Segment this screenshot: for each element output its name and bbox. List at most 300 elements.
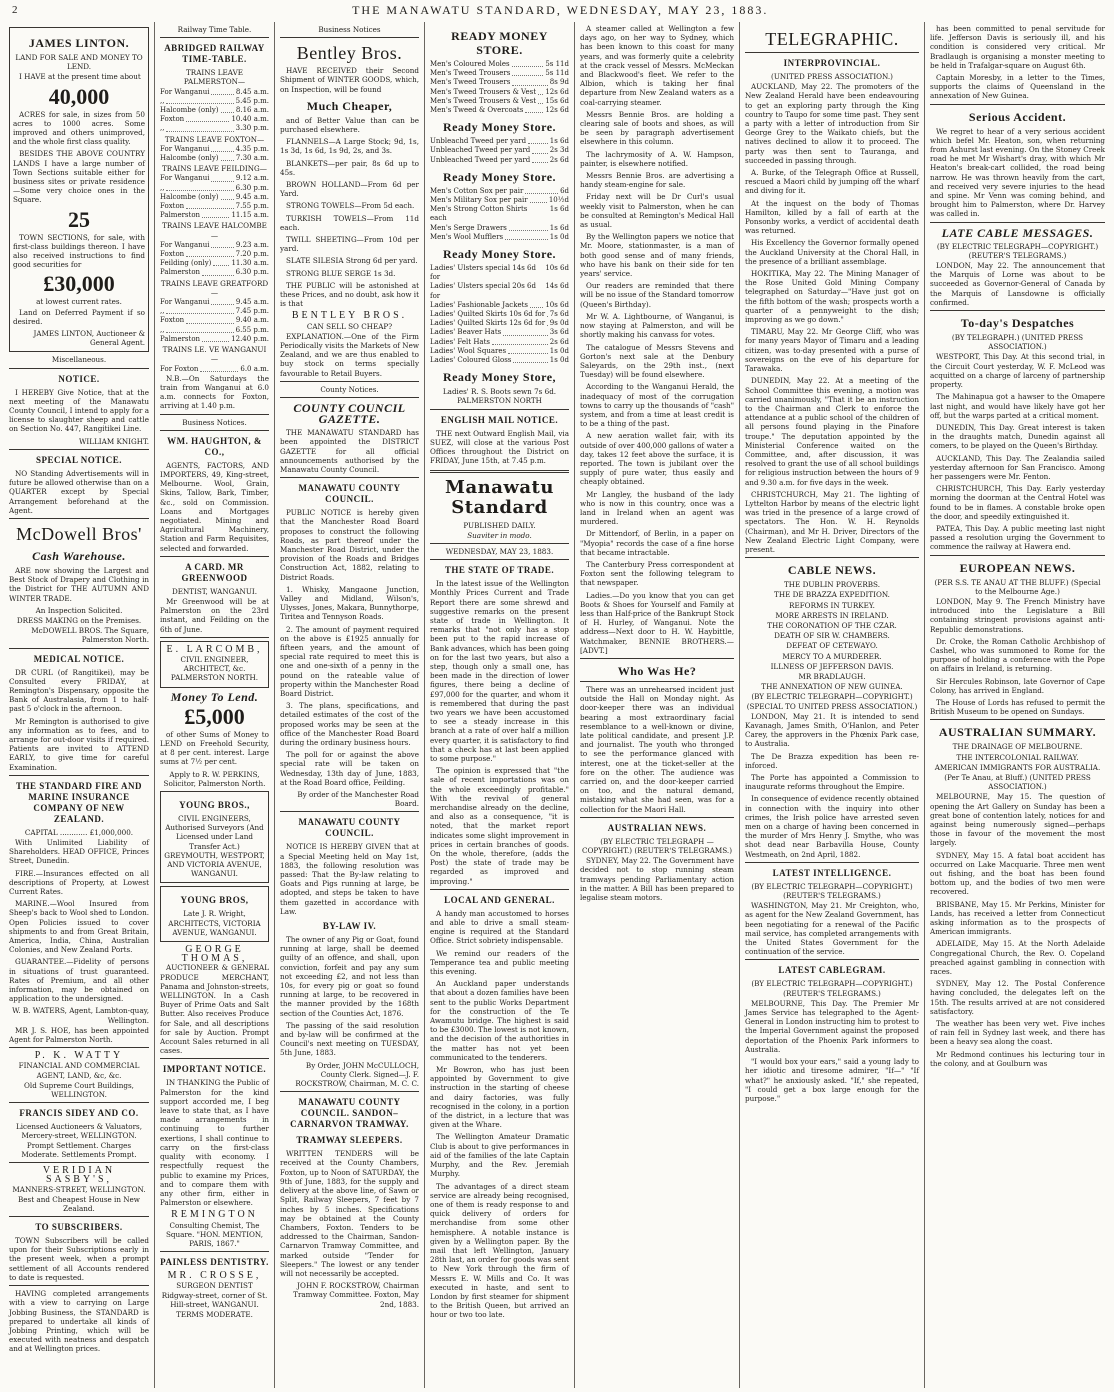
bentley-text: and of Better Value than can be purchased elsewhere. <box>280 115 419 135</box>
late-cable-subheading: (BY ELECTRIC TELEGRAPH—COPYRIGHT.) (REUTER'S TELEGRAMS.) <box>936 241 1099 260</box>
columns <box>4 22 1110 1388</box>
ready-money-list-1 <box>430 60 569 115</box>
telegraphic-text: CHRISTCHURCH, May 21. The lighting of Lyttelton Harbor by means of the electric light was tried in the presence of a large crowd of spectators. The Hon. W. H. Reynolds (Chairman), and Mr H. Driver, Directors of the New Zealand Electric Light Company, were present. <box>745 489 919 554</box>
painless-heading: PAINLESS DENTISTRY. <box>160 1257 269 1268</box>
medical-notice-text: DR CURL (of Rangitikei), may be Consulted every FRIDAY, at Remington's Dispensary, opposite the Bank of Australasia, from 1 to half-past 5 o'clock in the afternoon. <box>9 667 149 714</box>
remington-text: Consulting Chemist, The Square. "HON. MENTION, PARIS, 1867." <box>165 1220 264 1248</box>
local-text: An Auckland paper understands that about a dozen families have been sent to the public Works Department for the construction of the Te Awamutu bridge. The highest is said to be £3000. The lowest is not known, and the decision of the authorities in the matter has not yet been communicated to the tenderers. <box>430 979 569 1062</box>
railway-row-value: 6.55 p.m. <box>235 325 269 334</box>
price-row-label: Men's Serge Drawers <box>430 223 507 232</box>
notice-heading: NOTICE. <box>58 373 100 384</box>
railway-row-label: Palmerston <box>160 268 201 277</box>
price-row <box>430 310 569 319</box>
price-row <box>430 282 569 300</box>
bentley-heading: Bentley Bros. <box>296 43 403 64</box>
young2-heading: YOUNG BROS, <box>180 895 249 906</box>
linton-text: I HAVE at the present time about <box>19 72 141 82</box>
price-row-value: 2s 3d <box>549 146 569 155</box>
australian-news-subheading: (BY ELECTRIC TELEGRAPH — COPYRIGHT.) (REUTER'S TELEGRAMS.) <box>581 836 733 856</box>
price-row-label: Ladies' Ulsters special 20s 6d for <box>430 282 536 300</box>
railway-row-label: For Foxton <box>160 364 199 373</box>
cable-headline: THE DE BRAZZA EXPEDITION. <box>774 590 890 600</box>
bentley-text: THE PUBLIC will be astonished at these Prices, and no doubt, ask how it is that <box>280 280 419 309</box>
cable-news-text: Captain Moresby, in a letter to the Times, supports the claims of Queensland in the annexation of New Guinea. <box>930 73 1105 101</box>
column-6 <box>739 22 924 1388</box>
price-row-label: Men's Tweed Trousers <box>430 78 511 87</box>
price-row <box>430 301 569 310</box>
newspaper-date: WEDNESDAY, MAY 23, 1883. <box>445 546 554 556</box>
bentley-text: EXPLANATION.—One of the Firm Periodically visits the Markets of New Zealand, and we are thus enabled to buy stock on terms specially favourable to Retail Buyers. <box>280 331 419 378</box>
railway-row <box>160 106 269 115</box>
trade-heading: THE STATE OF TRADE. <box>444 565 555 576</box>
ready-money-list-3 <box>430 187 569 242</box>
cable-news-text: LONDON, May 21. It is intended to send Kavanagh, James Smith, O'Hanlon, and Peter Carey, the approvers in the Phœnix Park case, to Australia. <box>745 711 919 749</box>
local-text: Mr Bowron, who has just been appointed by Government to give instruction in the starting of cheese and dairy factories, was fully recognised in the colony, in a portion of the district, in a lecture that was given at the Whare. <box>430 1065 569 1130</box>
price-row-value: 7s 6d <box>549 310 569 319</box>
railway-row-value: 8.45 a.m. <box>235 87 269 96</box>
larcombe-text: CIVIL ENGINEER, ARCHITECT, &c. PALMERSTON NORTH. <box>170 654 259 683</box>
sleepers-signature: JOHN F. ROCKSTROW, Chairman Tramway Committee. Foxton, May 2nd, 1883. <box>293 1281 419 1309</box>
who-heading: Who Was He? <box>617 664 697 678</box>
subscribers-text: TOWN Subscribers will be called upon for their Subscriptions early in the present week, when a prompt settlement of all Accounts rendered to date is requested. <box>9 1236 149 1282</box>
railway-row-label: Feilding (only) <box>160 259 212 268</box>
newspaper-motto: Suaviter in modo. <box>467 530 532 540</box>
railway-row-label: ,, <box>160 124 165 133</box>
council-heading: MANAWATU COUNTY COUNCIL. <box>298 483 401 505</box>
railway-row-label: ,, <box>160 325 165 334</box>
bentley-item: FLANNELS—A Large Stock; 9d, 1s, 1s 3d, 1s 6d, 1s 9d, 2s, and 3s. <box>280 137 419 156</box>
trade-text: In the latest issue of the Wellington Monthly Prices Current and Trade Report there are some shrewd and suggestive remarks on the present state of trade in Wellington. It remarks that "not only has a stop been put to the rapid increase of Bank advances, which has been going on for the last two years, but also a step, though only a small one, has been made in the direction of lower figures, there being a decline of £97,000 for the quarter, and whom it is remembered that during the past two years we have been accustomed to see a steady increase in this branch at a rate of over half a million every quarter, it is satisfactory to find that a check has at last been applied to some purpose." <box>430 579 569 763</box>
railway-row <box>160 88 269 97</box>
price-row <box>430 60 569 69</box>
railway-row-value: 9.45 a.m. <box>235 298 269 307</box>
railway-row-label: Palmerston <box>160 334 201 343</box>
railway-row-value: 6.30 p.m. <box>235 268 269 277</box>
gazette-heading: COUNTY COUNCIL GAZETTE. <box>293 401 406 427</box>
australian-summary-text: SYDNEY, May 12. The Postal Conference having concluded, the delegates left on the 15th. The results arrived at are not considered satisfactory. <box>930 979 1105 1016</box>
railway-row-value: 7.45 p.m. <box>235 307 269 316</box>
railway-row-value: 5.45 p.m. <box>235 96 269 105</box>
railway-row-value: 3.30 p.m. <box>235 124 269 133</box>
cable-headline: THE ANNEXATION OF NEW GUINEA. <box>761 682 903 692</box>
local-text: A handy man accustomed to horses and able to drive a small steam-engine is required at the Standard Office. Strict sobriety indispensable. <box>430 908 569 946</box>
railway-row <box>160 259 269 268</box>
australian-summary-headline: THE INTERCOLONIAL RAILWAY. <box>956 752 1079 762</box>
mail-heading: ENGLISH MAIL NOTICE. <box>440 414 559 425</box>
crosse-text: SURGEON DENTIST Ridgway-street, corner of St. Hill-street, WANGANUI. <box>161 1281 268 1309</box>
railway-row-label: Foxton <box>160 115 185 124</box>
column-1 <box>4 22 154 1388</box>
price-row-label: Men's Coloured Moles <box>430 60 510 68</box>
price-row <box>430 347 569 356</box>
haughton-text: AGENTS, FACTORS, AND IMPORTERS, 49, King-street, Melbourne. Wool, Grain, Skins, Tallow, Bark, Timber, &c., sold on Commission. Loans and Mortgages negotiated. Mining and Agricultural Machinery, Station and Farm Requisites, selected and forwarded. <box>160 460 269 553</box>
railway-row-label: ,, <box>160 96 165 105</box>
serious-accident-heading: Serious Accident. <box>968 109 1067 124</box>
price-row-value: 5s 11d <box>545 69 569 78</box>
ready-money-list-4 <box>430 264 569 365</box>
european-news-text: Dr. Croke, the Roman Catholic Archbishop of Cashel, who was summoned to Rome for the purpose of holding a conference with the Pope on affairs in Ireland, is returning. <box>930 636 1105 674</box>
price-row-value: 1s 0d <box>549 232 569 241</box>
linton-text: ACRES for sale, in sizes from 50 acres to 1000 acres. Some improved and others unimproved, and the whole first class quality. <box>13 109 145 147</box>
county-heading: County Notices. <box>320 384 379 394</box>
telegraphic-text: At the inquest on the body of Thomas Hamilton, killed by a fall of earth at the Ponsonby works, a verdict of accidental death was returned. <box>745 198 919 236</box>
price-row-value: 1s 6d <box>549 137 569 146</box>
railway-row <box>160 326 269 335</box>
despatches-text: PATEA, This Day. A public meeting last night passed a resolution urging the Government to commence the railway at Hawera end. <box>930 523 1105 552</box>
price-row-value: 14s 6d <box>545 282 569 291</box>
railway-row <box>160 154 269 163</box>
local-text: Our readers are reminded that there will be no issue of the Standard tomorrow (Queen's Birthday). <box>580 281 734 309</box>
medical-notice-text: Mr Remington is authorised to give any information as to fees, and to arrange for out-door visits if required. Patients are invited to ATTEND EARLY, to give time for careful Examination. <box>9 716 149 772</box>
price-row <box>430 88 569 97</box>
council-list <box>280 585 419 747</box>
larcombe-heading: E. LARCOMB, <box>166 643 263 655</box>
young-heading: YOUNG BROS., <box>179 800 250 810</box>
european-news-text: The House of Lords has refused to permit the British Museum to be opened on Sundays. <box>930 697 1105 717</box>
price-row-label: Ladies' Quilted Skirts 12s 6d for <box>430 319 546 328</box>
linton-signature: JAMES LINTON, Auctioneer & General Agent. <box>33 329 145 348</box>
page-number: 2 <box>12 4 19 16</box>
railway-row <box>160 174 269 183</box>
price-row-label: Men's Military Sox per pair <box>430 196 528 205</box>
price-row-value: 1s 0d <box>549 346 569 355</box>
cable-headline: MORE ARRESTS IN IRELAND. <box>775 610 889 620</box>
railway-row <box>160 184 269 193</box>
local-text: A new aeration wallet fair, with its outside of over 400,000 gallons of water a day, takes 12 feet above the surface, it is reported. The town is jubilant over the supply of pure water, thus easily and cheaply obtained. <box>580 431 734 487</box>
railway-group-heading: TRAINS LEAVE FEILDING— <box>162 164 267 174</box>
railway-section-heading: Railway Time Table. <box>177 25 252 34</box>
telegraphic-text: DUNEDIN, May 22. At a meeting of the School Committee this evening, a motion was carried unanimously, "That it be an instruction to the Chairman and Clerk to enforce the attendance at a public school of the children of all persons found playing in the Pinafore troupe." The deputation appointed by the Ministerial Conference waited on the Committee, and, after discussion, it was resolved to grant the use of all school buildings for religious instruction between the hours of 9 and 9.30 a.m. for five days in the week. <box>745 376 919 487</box>
australian-news-heading: AUSTRALIAN NEWS. <box>607 822 707 833</box>
price-row-label: Unbleached Tweed per yard <box>430 155 531 164</box>
australian-summary-subheading: (Per Te Anau, at Bluff.) (UNITED PRESS ASSOCIATION.) <box>944 773 1091 792</box>
hoe-text: MR J. S. HOE, has been appointed Agent for Palmerston North. <box>9 1025 149 1045</box>
interprovincial-heading: INTERPROVINCIAL. <box>783 58 881 68</box>
watty-text: Old Supreme Court Buildings, WELLINGTON. <box>24 1080 134 1100</box>
price-row <box>430 146 569 155</box>
railway-row <box>160 268 269 277</box>
cable-news-text: In consequence of evidence recently obtained in connection with the inquiry into other crimes, the Irish police have arrested seven men on a charge of having been concerned in the murder of Mrs Henry J. Smythe, who was shot dead near Barbavilla House, County Westmeath, on 2nd April, 1882. <box>745 794 919 859</box>
bentley-cheaper: Much Cheaper, <box>306 98 393 113</box>
price-row-value: 2s 6d <box>549 337 569 346</box>
price-row-label: Men's Strong Cotton Shirts each <box>430 205 528 223</box>
australian-summary-list <box>930 742 1105 772</box>
railway-row-value: 9.45 a.m. <box>235 192 269 201</box>
price-row-label: Ladies' Coloured Gloss <box>430 356 512 365</box>
european-news-subheading: (PER S.S. TE ANAU AT THE BLUFF.) (Special to the Melbourne Age.) <box>934 577 1101 596</box>
local-text: A steamer called at Wellington a few days ago, on her way to Sydney, which has been known to this coast for many years, and was formerly quite a celebrity at the crack vessel of Messrs. McMeckan and Blackwood's fleet. We refer to the Albion, which is taking her final departure from New Zealand waters as a coal-carrying steamer. <box>580 24 734 107</box>
price-row <box>430 205 569 223</box>
despatches-subheading: (BY TELEGRAPH.) (UNITED PRESS ASSOCIATION.) <box>951 333 1084 352</box>
business-heading: Business Notices. <box>182 417 247 427</box>
bentley-name: BENTLEY BROS. <box>291 310 408 322</box>
railway-row-label: Halcombe (only) <box>160 106 219 115</box>
bylaw-text: The owner of any Pig or Goat, found running at large, shall be deemed guilty of an offence, and shall, upon conviction, forfeit and pay any sum not exceeding £2, and not less than 10s, for every pig or goat so found running at large, to be recovered in the manner provided by the 168th section of the Counties Act, 1876. <box>280 935 419 1018</box>
young-text: CIVIL ENGINEERS, Authorised Surveyors (And Licensed under Land Transfer Act.) GREYMOUTH, WESTPORT, AND VICTORIA AVENUE, WANGANUI. <box>164 814 265 879</box>
australian-summary-text: The weather has been very wet. Five inches of rain fell in Sydney last week, and there has been a heavy sea along the coast. <box>930 1019 1105 1047</box>
latest-intelligence-text: WASHINGTON, May 21. Mr Creighton, who, as agent for the New Zealand Government, has been negotiating for a renewal of the Pacific mail service, has completed arrangements with the United States Government for the continuation of the service. <box>745 901 919 957</box>
mail-text: THE next Outward English Mail, via SUEZ, will close at the various Post Offices throughout the District on FRIDAY, June 15th, at 7.45 p.m. <box>430 428 569 466</box>
price-row <box>430 356 569 365</box>
manawatu-heading: MANAWATU COUNTY COUNCIL. <box>298 817 401 839</box>
price-row <box>430 97 569 106</box>
price-row <box>430 106 569 115</box>
bentley-item: STRONG BLUE SERGE 1s 3d. <box>286 268 396 278</box>
railway-row-label: For Wanganui <box>160 240 210 249</box>
railway-group-heading: TRAINS LE. VE WANGANUI— <box>162 345 267 364</box>
railway-row <box>160 250 269 259</box>
mcdowell-text: An Inspection Solicited. <box>35 605 123 615</box>
linton-heading: JAMES LINTON. <box>28 36 130 50</box>
late-cable-text: LONDON, May 22. The announcement that the Marquis of Lorne was about to be succeeded as Governor-General of Canada by the Marquis of Lansdowne is officially confirmed. <box>930 261 1105 307</box>
column-2 <box>154 22 274 1388</box>
price-row <box>430 264 569 282</box>
linton-advert <box>9 27 149 352</box>
ready-money-list-2 <box>430 137 569 165</box>
local-text: The Wellington Amateur Dramatic Club is about to give performances in aid of the families of the late Captain Murphy, and the Rev. Jeremiah Murphy. <box>430 1132 569 1179</box>
australian-summary-text: BRISBANE, May 15. Mr Perkins, Minister for Lands, has received a letter from Connecticut asking information as to the prospects of American immigrants. <box>930 899 1105 937</box>
price-row-value: 12s 6d <box>545 106 569 115</box>
latest-cablegram-subheading: (BY ELECTRIC TELEGRAPH—COPYRIGHT.) (REUTER'S TELEGRAMS.) <box>751 979 913 998</box>
railway-rows-5 <box>160 298 269 344</box>
local-text: Dr Mittendorf, of Berlin, in a paper on "Myopia" records the case of a fine horse that became intractable. <box>580 529 734 557</box>
linton-subheading: LAND FOR SALE AND MONEY TO LEND. <box>15 53 143 72</box>
jobbing-text: HAVING completed arrangements with a view to carrying on Large Jobbing Business, the STANDARD is prepared to undertake all kinds of Jobbing Printing, which will be executed with neatness and despatch and at Wellington prices. <box>9 1289 149 1354</box>
price-row-label: Men's Tweed Trousers <box>430 69 511 78</box>
latest-cablegram-text: MELBOURNE, This Day. The Premier Mr James Service has telegraphed to the Agent-General in London instructing him to protest to the Imperial Government against the proposed deportation of the Phoenix Park informers to Australia. <box>745 998 919 1054</box>
crosse-heading: MR. CROSSE, <box>167 1270 262 1282</box>
railway-row-value: 7.20 p.m. <box>235 250 269 259</box>
who-text: There was an unrehearsed incident just outside the Hall on Monday night. As door-keeper there was an individual bearing a most extraordinary facial resemblance to a well-known or divine, late political candidate, and present J.P. and journalist. The youth who thronged to see the performance glanced with interest, one at the ticket-seller at the fore on the other. The audience was carried on, and the door-keeper carried on too, and the natural demand, mistaking what she had seen, was for a collection for the Maori Hall. <box>580 685 734 814</box>
australian-summary-heading: AUSTRALIAN SUMMARY. <box>938 725 1097 740</box>
railway-row <box>160 298 269 307</box>
telegraphic-text: A. Burke, of the Telegraph Office at Russell, rescued a Maori child by jumping off the wharf and diving for it. <box>745 168 919 196</box>
insurance-text: FIRE.—Insurances effected on all descriptions of Property, at Lowest Current Rates. <box>9 868 149 896</box>
gazette-text: THE MANAWATU STANDARD has been appointed the DISTRICT GAZETTE for all official announcements authorised by the Manawatu County Council. <box>280 428 419 474</box>
price-row-label: Ladies' Fashionable Jackets <box>430 300 528 309</box>
bylaw-heading: BY-LAW IV. <box>322 921 377 932</box>
telegraphic-text: TIMARU, May 22. Mr George Cliff, who was for many years Mayor of Timaru and a leading citizen, was to-day presented with a purse of sovereigns on the eve of his departure for Tarawaka. <box>745 327 919 374</box>
railway-row <box>160 193 269 202</box>
australian-summary-text: MELBOURNE, May 15. The question of opening the Art Gallery on Sunday has been a great bone of contention lately, notices for and against being numerously signed—perhaps those in favour of the movement the most largely. <box>930 792 1105 848</box>
business-heading: Business Notices <box>318 25 381 34</box>
local-text: The Canterbury Press correspondent at Foxton sent the following telegram to that newspaper. <box>580 559 734 588</box>
price-row <box>430 338 569 347</box>
sidey-heading: FRANCIS SIDEY AND CO. <box>19 1108 139 1119</box>
railway-row-value: 9.23 a.m. <box>235 240 269 249</box>
australian-summary-headline: THE DRAINAGE OF MELBOURNE. <box>952 742 1083 752</box>
railway-rows-4 <box>160 241 269 278</box>
railway-row-value: 11.15 a.m. <box>231 211 269 220</box>
bentley-item: SLATE SILESIA Strong 6d per yard. <box>286 256 418 266</box>
local-text: Messrs Bennie Bros. are advertising a handy steam-engine for sale. <box>580 171 734 190</box>
price-row-value: 2s 6d <box>549 155 569 164</box>
railway-row-label: Foxton <box>160 250 185 259</box>
telegraphic-text: His Excellency the Governor formally opened the Auckland University at the Choral Hall, in the presence of a brilliant assemblage. <box>745 238 919 266</box>
bylaw-signature: By Order, JOHN McCULLOCH, County Clerk. Signed—J. F. ROCKSTROW, Chairman, M. C. C. <box>295 1060 419 1089</box>
price-row-label: Ladies' Beaver Hats <box>430 328 502 337</box>
local-text: The catalogue of Messrs Stevens and Gorton's next sale at the Denbury Saleyards, on the 29th inst., (next Tuesday) will be found elsewhere. <box>580 342 734 380</box>
railway-row <box>160 202 269 211</box>
despatches-text: WESTPORT, This Day. At this second trial, in the Circuit Court yesterday, W. F. McLeod was acquitted on a charge of larceny of partnership property. <box>930 352 1105 390</box>
cable-news-text: The Porte has appointed a Commission to inaugurate reforms throughout the Empire. <box>745 773 919 792</box>
local-text: We remind our readers of the Temperance tea and public meeting this evening. <box>430 948 569 977</box>
column-4 <box>424 22 574 1388</box>
price-row-label: Ladies' Ulsters special 14s 6d for <box>430 264 536 282</box>
telegraphic-text: AUCKLAND, May 22. The promoters of the New Zealand Herald have been endeavouring to get an exploring party through the King country to Taupo for some time past. They sent a party with a letter of introduction from Sir George Grey to the Waikato chiefs, but the natives declined to allow it to proceed. The party was then sent to Tauranga, and succeeded in passing through. <box>745 82 919 165</box>
ready-money-subheading: Ready Money Store. <box>442 247 557 262</box>
masthead-title: THE MANAWATU STANDARD, WEDNESDAY, MAY 23, 1883. <box>352 2 769 17</box>
council-list-item: 2. The amount of payment required on the above is £1925 annually for fifteen years, and the amount of special rate required to meet this is one and one-sixth of a penny in the pound on the rateable value of property within the Manchester Road Board District. <box>280 624 419 698</box>
railway-row-value: 10.40 a.m. <box>231 115 269 124</box>
sidey-text: Licensed Auctioneers & Valuators, Mercery-street, WELLINGTON. Prompt Settlement. Charges Moderate. Settlements Prompt. <box>15 1122 143 1159</box>
railway-row-label: Foxton <box>160 316 185 325</box>
australian-summary-text: SYDNEY, May 15. A fatal boat accident has occurred on Lake Macquarie. Three men went out fishing, and the boat has been found bottom up, and the bodies of two men were recovered. <box>930 850 1105 897</box>
cable-headline: THE DUBLIN PROVERBS. <box>784 580 880 590</box>
railway-note: N.B.—On Saturdays the train from Wanganui at 6.0 a.m. connects for Foxton, arriving at 1.40 p.m. <box>160 373 269 411</box>
local-text: Ladies.—Do you know that you can get Boots & Shoes for Yourself and Family at less than Half-price of the Bankrupt Stock of H. Hurley, of Wanganui. Note the address—Next door to H. W. Haybittle, Watchmaker, BENNIE BROTHERS.—[ADVT.] <box>580 590 734 655</box>
australian-summary-text: ADELAIDE, May 15. At the North Adelaide Congregational Church, the Rev. O. Copeland preached against gambling in connection with races. <box>930 939 1105 977</box>
price-row <box>430 137 569 146</box>
railway-row-label: ,, <box>160 183 165 192</box>
council-list-item: 1. Whisky, Mangaone Junction, Valley and Midland, Wilson's, Ulysses, Jones, Makara, Bunnythorpe, Tiritea and Tennyson Roads. <box>280 584 419 622</box>
price-row <box>430 78 569 87</box>
railway-row-label: For Wanganui <box>160 174 210 183</box>
railway-row <box>160 316 269 325</box>
price-row-value: 1s 6d <box>549 223 569 232</box>
price-row-label: Ladies' Felt Hats <box>430 337 491 346</box>
price-row-label: Men's Wool Mufflers <box>430 232 504 241</box>
price-row <box>430 156 569 165</box>
price-row-value: 9s 0d <box>549 319 569 328</box>
railway-row-value: 9.12 a.m. <box>235 174 269 183</box>
local-text: The lachrymosity of A. W. Hampson, painter, is elsewhere notified. <box>580 149 734 168</box>
telegraphic-text: HOKITIKA, May 22. The Mining Manager of the Rose United Gold Mining Company telegraphed on Saturday—"Have just got on the fifth bottom of the wash; prospects worth a quarter of a pennyweight to the dish; improving as we go down." <box>745 269 919 325</box>
ready-money-signature: Ladies' R. S. Boots sewn 7s 6d. PALMERSTON NORTH <box>442 387 557 406</box>
price-row <box>430 187 569 196</box>
bentley-text: HAVE RECEIVED their Second Shipment of WINTER GOODS, which, on Inspection, will be found <box>280 66 419 94</box>
railway-row <box>160 124 269 133</box>
insurance-text: With Unlimited Liability of Shareholders. HEAD OFFICE, Princes Street, Dunedin. <box>9 837 149 866</box>
sleepers-heading: TRAMWAY SLEEPERS. <box>296 1135 403 1146</box>
railway-row-label: Halcombe (only) <box>160 192 219 201</box>
linton-acres: 40,000 <box>48 83 110 109</box>
railway-row-value: 11.30 a.m. <box>231 259 269 268</box>
railway-row <box>160 115 269 124</box>
bentley-text: CAN SELL SO CHEAP? <box>306 321 393 331</box>
railway-row-value: 4.35 p.m. <box>235 144 269 153</box>
mcdowell-text: ARE now showing the Largest and Best Stock of Drapery and Clothing in the District for THE AUTUMN AND WINTER TRADE. <box>9 565 149 603</box>
local-text: Friday next will be Dr Curl's usual weekly visit to Palmerston, when he can be consulted at Remington's Medical Hall as usual. <box>580 192 734 230</box>
money-heading: Money To Lend. <box>170 689 259 704</box>
price-row-label: Men's Cotton Sox per pair <box>430 186 524 195</box>
australian-news-text: SYDNEY, May 22. The Government have decided not to stop running steam tramways pending Parliamentary action in the matter. A Bill has been prepared to legalise steam motors. <box>580 856 734 903</box>
masthead <box>0 0 1114 20</box>
price-row-label: Ladies' Wool Squares <box>430 346 507 355</box>
cable-headline: REFORMS IN TURKEY. <box>789 600 875 610</box>
cable-news-subheading: (BY ELECTRIC TELEGRAPH—COPYRIGHT.) (SPECIAL TO UNITED PRESS ASSOCIATION.) <box>746 692 918 711</box>
railway-row <box>160 307 269 316</box>
railway-rows-6 <box>160 365 269 374</box>
price-row <box>430 319 569 328</box>
ready-money-subheading: Ready Money Store. <box>442 120 557 135</box>
railway-row-value: 7.55 p.m. <box>235 202 269 211</box>
column-5 <box>574 22 739 1388</box>
local-text: Mr W. A. Lightbourne, of Wanganui, is now staying at Palmerston, and will be shortly making his canvass for votes. <box>580 311 734 340</box>
local-text: Messrs Bennie Bros. are holding a clearing sale of boots and shoes, as will be seen by paragraph advertisement elsewhere in this column. <box>580 109 734 147</box>
price-row-value: 12s 6d <box>545 87 569 96</box>
railway-row-label: For Wanganui <box>160 144 210 153</box>
despatches-text: AUCKLAND, This Day. The Zealandia sailed yesterday afternoon for San Francisco. Among her passengers were Mr. Fenton. <box>930 453 1105 481</box>
local-heading: LOCAL AND GENERAL. <box>444 894 555 905</box>
thomas-text: AUCTIONEER & GENERAL PRODUCE MERCHANT, Panama and Johnston-streets, WELLINGTON. In a Cash Buyer of Prime Oats and Salt Butter. Also receives Produce for Sale, and all descriptions for sale by Auction. Prompt Account Sales returned in all cases. <box>160 963 269 1056</box>
remington-heading: REMINGTON <box>171 1209 258 1221</box>
insurance-signature: W. B. WATERS, Agent, Lambton-quay, Wellington. <box>12 1006 149 1025</box>
price-row-value: 6d <box>560 186 569 195</box>
telegraphic-heading: TELEGRAPHIC. <box>765 29 899 49</box>
price-row-label: Men's Tweed & Overcoats <box>430 106 524 115</box>
notice-signature: WILLIAM KNIGHT. <box>79 436 149 446</box>
railway-rows-3 <box>160 174 269 220</box>
european-news-text: LONDON, May 9. The French Ministry have introduced into the Legislature a Bill containing stringent provisions against anti-Republic demonstrations. <box>930 596 1105 634</box>
insurance-capital: CAPITAL ............ £1,000,000. <box>24 827 134 837</box>
cable-news-list <box>745 580 919 691</box>
cable-headline: THE CORONATION OF THE CZAR. <box>767 620 897 630</box>
subscribers-heading: TO SUBSCRIBERS. <box>35 1222 123 1233</box>
railway-row-label: Foxton <box>160 202 185 211</box>
council-text: PUBLIC NOTICE is hereby given that the Manchester Road Board proposes to construct the following Roads, as part thereof under the Manchester Road District, under the provision of the Roads and Bridges Construction Act, 1882, relating to District Roads. <box>280 508 419 582</box>
price-row-label: Men's Tweed Trousers & Vest <box>430 87 537 96</box>
price-row-value: 8s 9d <box>549 78 569 87</box>
watty-subheading: FINANCIAL AND COMMERCIAL AGENT, LAND, &c, &c. <box>18 1061 140 1080</box>
bentley-item-list <box>280 137 419 278</box>
column-3 <box>274 22 424 1388</box>
linton-amount: £30,000 <box>43 271 115 297</box>
railway-row-value: 6.30 p.m. <box>235 183 269 192</box>
medical-notice-heading: MEDICAL NOTICE. <box>33 653 125 664</box>
sasby-heading: VERIDIAN SASBY'S, <box>42 1165 116 1186</box>
railway-row-value: 6.0 a.m. <box>240 364 269 373</box>
ready-money-subheading: Ready Money Store, <box>442 370 557 385</box>
railway-row-value: 7.30 a.m. <box>235 154 269 163</box>
railway-rows-2 <box>160 145 269 163</box>
cable-headline: DEFEAT OF CETEWAYO. <box>786 641 878 651</box>
late-cable-heading: LATE CABLE MESSAGES. <box>941 225 1094 240</box>
greenwood-text: Mr Greenwood will be at Palmerston on the 23rd instant, and Feilding on the 6th of June. <box>160 596 269 634</box>
price-row-value: 10s 6d <box>545 264 569 273</box>
cable-headline: DEATH OF SIR W. CHAMBERS. <box>774 631 890 641</box>
railway-row-value: 12.40 p.m. <box>231 334 269 343</box>
railway-row <box>160 335 269 344</box>
price-row-label: Ladies' Quilted Skirts 10s 6d for <box>430 310 546 319</box>
railway-row-value: 8.16 a.m. <box>235 106 269 115</box>
railway-group-heading: TRAINS LEAVE HALCOMBE— <box>162 221 267 240</box>
price-row <box>430 196 569 205</box>
special-notice-text: NO Standing Advertisements will in future be allowed otherwise than on a QUARTER except by Special Arrangement beforehand at the Agent. <box>9 468 149 515</box>
cable-headline: MR BRADLAUGH. <box>798 671 866 681</box>
linton-text: TOWN SECTIONS, for sale, with first-class buildings thereon. I have also received instructions to find good securities for <box>13 232 145 270</box>
price-row-value: 15s 6d <box>545 96 569 105</box>
sleepers-text: WRITTEN TENDERS will be received at the County Chambers, Foxton, up to Noon of SATURDAY, the 9th of June, 1883, for the supply and delivery at the above line, of Sawn or Split, Railway Sleepers, 7 feet by 7 inches by 5 inches. Specifications may be obtained at the County Chambers, Foxton. Tenders to be addressed to the Chairman, Sandon-Carnarvon Tramway Committee, and marked outside "Tender for Sleepers." The lowest or any tender will not necessarily be accepted. <box>280 1149 419 1278</box>
bentley-item: TURKISH TOWELS—From 11d each. <box>280 213 419 232</box>
local-text: According to the Wanganui Herald, the inadequacy of most of the corrugation towns to carry up the thousands of "cash" system, and from a time at least credit is to be a thing of the past. <box>580 382 734 429</box>
latest-cablegram-text: "I would box your ears," said a young lady to her idiotic and tiresome admirer, "If—" "If what?" he anxiously asked. "If," she repeated, "I could get a box large enough for the purpose." <box>745 1057 919 1103</box>
despatches-heading: To-day's Despatches <box>960 316 1075 331</box>
manawatu-text: NOTICE IS HEREBY GIVEN that at a Special Meeting held on May 1st, 1883, the following resolution was passed: That the By-law relating to Goats and Pigs running at large, be adopted, and steps be taken to have them gazetted in accordance with Law. <box>280 842 419 916</box>
notice-text: I HEREBY Give Notice, that at the next meeting of the Manawatu County Council, I intend to apply for a license to slaughter sheep and cattle on Section No. 447, Rangitikei Line. <box>9 387 149 434</box>
price-row-value: 10½d <box>548 196 569 205</box>
price-row <box>430 224 569 233</box>
